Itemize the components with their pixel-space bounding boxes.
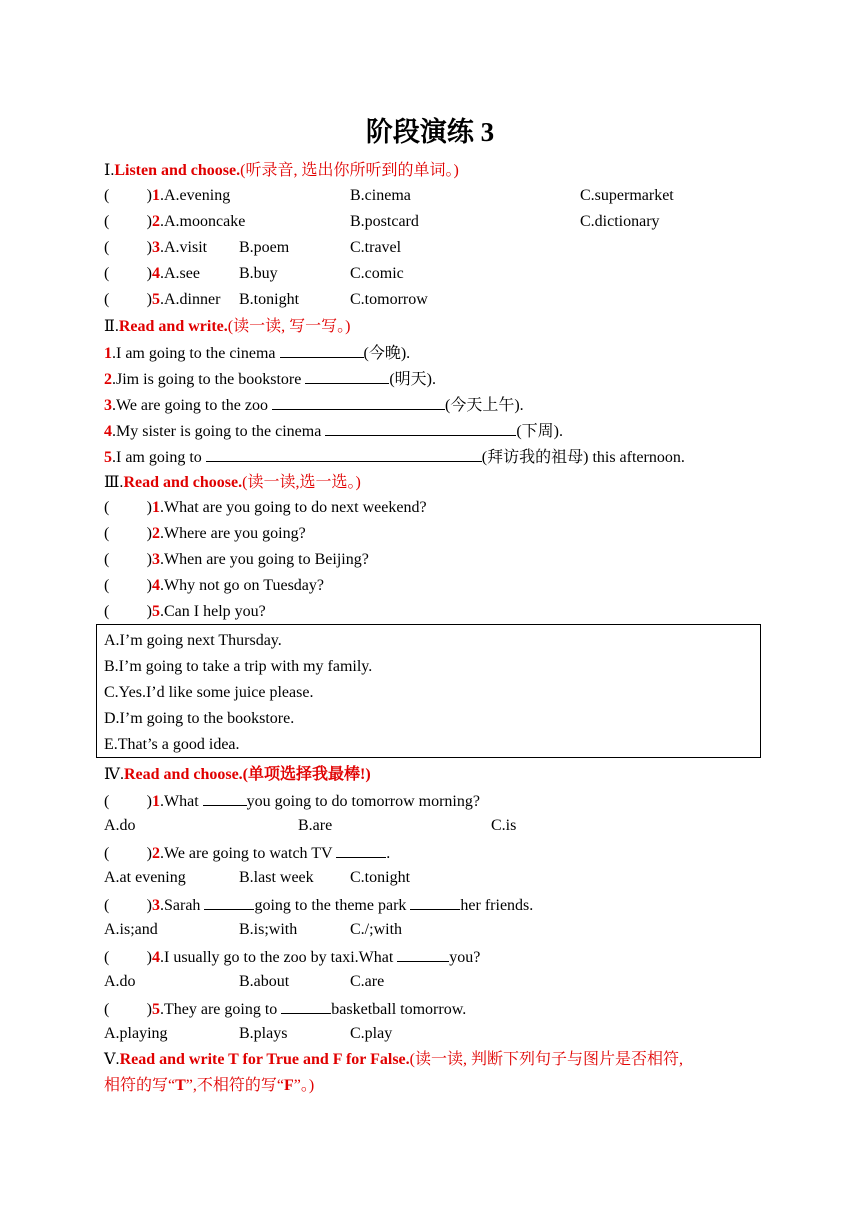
s4-question-2: ( ) 2.We are going to watch TV . [104,839,390,865]
answer-blank[interactable] [203,787,247,806]
section-5-header: Ⅴ.Read and write T for True and F for False.(读一读, 判断下列句子与图片是否相符, [104,1051,683,1068]
s1-item-4: ( ) 4.A.see B.buy C.comic [104,265,404,282]
s1-item-3: ( ) 3.A.visit B.poem C.travel [104,239,402,256]
s4-choices-4: A.do B.about C.are [104,973,385,990]
s1-item-5: ( ) 5.A.dinner B.tonight C.tomorrow [104,291,428,308]
s3-item-2: ( ) 2.Where are you going? [104,525,306,542]
section-2-header: Ⅱ.Read and write.(读一读, 写一写。) [104,318,351,335]
answer-blank[interactable] [336,839,386,858]
answer-blank[interactable] [204,891,254,910]
option-c: C.Yes.I’d like some juice please. [104,684,314,701]
section-5-header-cont: 相符的写“T”,不相符的写“F”。) [104,1077,315,1094]
s4-choices-5: A.playing B.plays C.play [104,1025,393,1042]
s4-choices-1: A.do B.are C.is [104,817,517,834]
section-1-header: Ⅰ.Listen and choose.(听录音, 选出你所听到的单词。) [104,162,459,179]
option-e: E.That’s a good idea. [104,736,240,753]
option-b: B.I’m going to take a trip with my family. [104,658,373,675]
s3-item-4: ( ) 4.Why not go on Tuesday? [104,577,324,594]
page-title: 阶段演练 3 [365,117,495,147]
s4-question-3: ( ) 3.Sarah going to the theme park her friends. [104,891,533,917]
s4-question-1: ( ) 1.What you going to do tomorrow morning? [104,787,480,813]
answer-blank[interactable] [280,339,364,358]
answer-blank[interactable] [397,943,449,962]
s4-question-4: ( ) 4.I usually go to the zoo by taxi.What you? [104,943,480,969]
answer-blank[interactable] [281,995,331,1014]
s1-item-2: ( ) 2.A.mooncake B.postcard C.dictionary [104,213,660,230]
answer-blank[interactable] [305,365,389,384]
s3-item-1: ( ) 1.What are you going to do next weekend? [104,499,427,516]
option-d: D.I’m going to the bookstore. [104,710,295,727]
s2-item-1: 1.I am going to the cinema (今晚). [104,339,410,365]
answer-blank[interactable] [206,443,482,462]
s4-choices-2: A.at evening B.last week C.tonight [104,869,411,886]
s1-item-1: ( ) 1.A.evening B.cinema C.supermarket [104,187,674,204]
answer-blank[interactable] [325,417,516,436]
s4-question-5: ( ) 5.They are going to basketball tomorrow. [104,995,466,1021]
s2-item-5: 5.I am going to (拜访我的祖母) this afternoon. [104,443,685,469]
s2-item-2: 2.Jim is going to the bookstore (明天). [104,365,436,391]
answer-blank[interactable] [272,391,445,410]
s3-item-3: ( ) 3.When are you going to Beijing? [104,551,369,568]
s4-choices-3: A.is;and B.is;with C./;with [104,921,403,938]
option-a: A.I’m going next Thursday. [104,632,282,649]
s3-item-5: ( ) 5.Can I help you? [104,603,266,620]
s2-item-3: 3.We are going to the zoo (今天上午). [104,391,524,417]
section-3-header: Ⅲ.Read and choose.(读一读,选一选。) [104,474,361,491]
section-4-header: Ⅳ.Read and choose.(单项选择我最棒!) [104,766,371,783]
answer-blank[interactable] [410,891,460,910]
s2-item-4: 4.My sister is going to the cinema (下周). [104,417,563,443]
